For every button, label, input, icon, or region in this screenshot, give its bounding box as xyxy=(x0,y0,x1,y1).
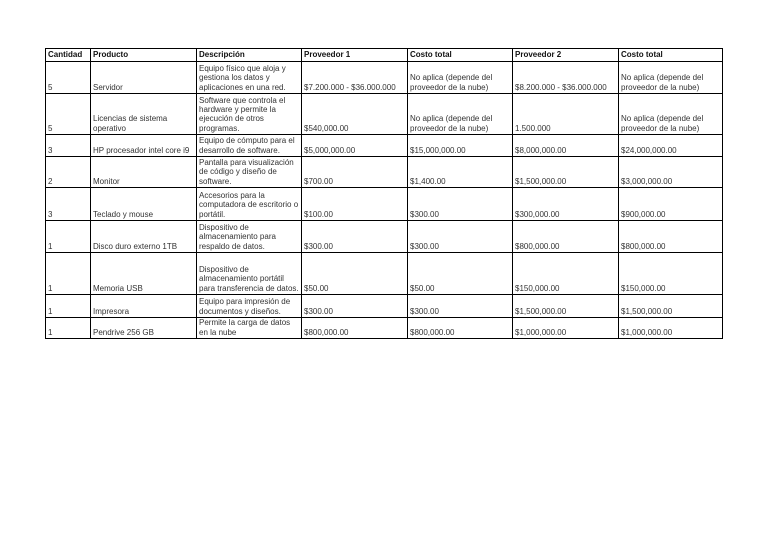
table-row xyxy=(46,221,723,253)
cell-producto: Teclado y mouse xyxy=(91,188,197,221)
cell-proveedor-1: $7.200.000 - $36.000.000 xyxy=(302,62,408,94)
cell-costo-total-2: $900,000.00 xyxy=(619,188,723,221)
table-row xyxy=(46,295,723,318)
cell-descripcion: Accesorios para la computadora de escritorio o portátil. xyxy=(197,188,302,221)
cell-proveedor-1: $300.00 xyxy=(302,295,408,318)
table-row xyxy=(46,157,723,188)
cell-costo-total-1: $15,000,000.00 xyxy=(408,135,513,157)
cell-costo-total-1: $300.00 xyxy=(408,221,513,253)
cell-proveedor-1: $100.00 xyxy=(302,188,408,221)
cell-producto: Memoria USB xyxy=(91,253,197,295)
cell-descripcion: Pantalla para visualización de código y diseño de software. xyxy=(197,157,302,188)
cell-producto: Pendrive 256 GB xyxy=(91,318,197,339)
cell-proveedor-2: $8,000,000.00 xyxy=(513,135,619,157)
table-row xyxy=(46,188,723,221)
cell-cantidad: 5 xyxy=(46,94,91,135)
cost-table xyxy=(45,48,723,339)
cell-descripcion: Software que controla el hardware y permite la ejecución de otros programas. xyxy=(197,94,302,135)
cell-cantidad: 2 xyxy=(46,157,91,188)
cell-proveedor-2: $300,000.00 xyxy=(513,188,619,221)
table-row xyxy=(46,318,723,339)
cell-proveedor-1: $540,000.00 xyxy=(302,94,408,135)
cell-proveedor-1: $50.00 xyxy=(302,253,408,295)
cell-costo-total-1: $1,400.00 xyxy=(408,157,513,188)
cell-costo-total-2: $1,500,000.00 xyxy=(619,295,723,318)
cell-producto: HP procesador intel core i9 xyxy=(91,135,197,157)
cell-costo-total-1: No aplica (depende del proveedor de la nube) xyxy=(408,94,513,135)
cell-cantidad: 5 xyxy=(46,62,91,94)
cell-proveedor-2: $8.200.000 - $36.000.000 xyxy=(513,62,619,94)
cell-cantidad: 3 xyxy=(46,135,91,157)
cell-proveedor-1: $300.00 xyxy=(302,221,408,253)
cell-costo-total-1: $300.00 xyxy=(408,295,513,318)
cell-costo-total-2: $150,000.00 xyxy=(619,253,723,295)
cell-descripcion: Dispositivo de almacenamiento para respaldo de datos. xyxy=(197,221,302,253)
cell-costo-total-2: $800,000.00 xyxy=(619,221,723,253)
cell-costo-total-2: No aplica (depende del proveedor de la nube) xyxy=(619,62,723,94)
cell-costo-total-1: No aplica (depende del proveedor de la nube) xyxy=(408,62,513,94)
table-row xyxy=(46,62,723,94)
cell-descripcion: Equipo de cómputo para el desarrollo de software. xyxy=(197,135,302,157)
cell-cantidad: 1 xyxy=(46,318,91,339)
header-row xyxy=(46,49,723,62)
cell-producto: Licencias de sistema operativo xyxy=(91,94,197,135)
header-cantidad: Cantidad xyxy=(46,49,91,62)
cell-cantidad: 1 xyxy=(46,253,91,295)
cell-costo-total-1: $300.00 xyxy=(408,188,513,221)
table-row xyxy=(46,253,723,295)
cell-producto: Servidor xyxy=(91,62,197,94)
cell-producto: Monitor xyxy=(91,157,197,188)
cell-costo-total-2: $24,000,000.00 xyxy=(619,135,723,157)
header-costo-total-2: Costo total xyxy=(619,49,723,62)
cell-proveedor-1: $700.00 xyxy=(302,157,408,188)
cell-descripcion: Permite la carga de datos en la nube xyxy=(197,318,302,339)
cell-costo-total-1: $800,000.00 xyxy=(408,318,513,339)
cell-proveedor-2: 1.500.000 xyxy=(513,94,619,135)
header-proveedor-1: Proveedor 1 xyxy=(302,49,408,62)
cell-proveedor-1: $5,000,000.00 xyxy=(302,135,408,157)
cell-cantidad: 1 xyxy=(46,221,91,253)
cell-costo-total-1: $50.00 xyxy=(408,253,513,295)
cell-proveedor-1: $800,000.00 xyxy=(302,318,408,339)
cell-proveedor-2: $1,000,000.00 xyxy=(513,318,619,339)
cell-producto: Disco duro externo 1TB xyxy=(91,221,197,253)
cell-proveedor-2: $1,500,000.00 xyxy=(513,295,619,318)
cell-cantidad: 1 xyxy=(46,295,91,318)
cell-descripcion: Dispositivo de almacenamiento portátil para transferencia de datos. xyxy=(197,253,302,295)
cell-costo-total-2: $3,000,000.00 xyxy=(619,157,723,188)
cell-descripcion: Equipo físico que aloja y gestiona los datos y aplicaciones en una red. xyxy=(197,62,302,94)
table-row xyxy=(46,135,723,157)
cell-producto: Impresora xyxy=(91,295,197,318)
header-descripcion: Descripción xyxy=(197,49,302,62)
cell-cantidad: 3 xyxy=(46,188,91,221)
cell-descripcion: Equipo para impresión de documentos y diseños. xyxy=(197,295,302,318)
cell-costo-total-2: No aplica (depende del proveedor de la nube) xyxy=(619,94,723,135)
header-proveedor-2: Proveedor 2 xyxy=(513,49,619,62)
header-costo-total-1: Costo total xyxy=(408,49,513,62)
header-producto: Producto xyxy=(91,49,197,62)
cell-proveedor-2: $150,000.00 xyxy=(513,253,619,295)
cell-proveedor-2: $800,000.00 xyxy=(513,221,619,253)
cell-proveedor-2: $1,500,000.00 xyxy=(513,157,619,188)
cell-costo-total-2: $1,000,000.00 xyxy=(619,318,723,339)
table-row xyxy=(46,94,723,135)
